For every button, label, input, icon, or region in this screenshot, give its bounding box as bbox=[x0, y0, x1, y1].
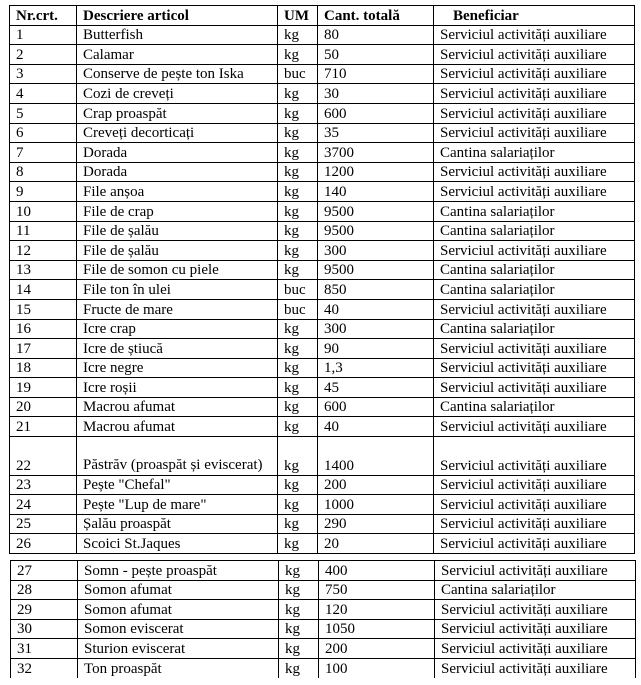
cell-descriere: Conserve de pește ton Iska bbox=[77, 64, 278, 84]
table-row bbox=[10, 221, 635, 241]
cell-um: kg bbox=[278, 339, 318, 359]
header-nr-crt: Nr.crt. bbox=[10, 6, 77, 26]
cell-beneficiar: Serviciul activități auxiliare bbox=[434, 437, 635, 476]
cell-nr-crt: 20 bbox=[10, 397, 77, 417]
cell-um: kg bbox=[278, 182, 318, 202]
cell-um: kg bbox=[278, 25, 318, 45]
table-row bbox=[11, 619, 636, 639]
cell-cant-totala: 30 bbox=[318, 84, 434, 104]
table-row bbox=[10, 339, 635, 359]
cell-beneficiar: Cantina salariaților bbox=[434, 260, 635, 280]
cell-beneficiar: Serviciul activități auxiliare bbox=[434, 64, 635, 84]
cell-descriere: File de șalău bbox=[77, 241, 278, 261]
cell-beneficiar: Serviciul activități auxiliare bbox=[434, 495, 635, 515]
cell-cant-totala: 1000 bbox=[318, 495, 434, 515]
cell-um: buc bbox=[278, 64, 318, 84]
cell-cant-totala: 35 bbox=[318, 123, 434, 143]
cell-um: kg bbox=[278, 201, 318, 221]
cell-um: kg bbox=[278, 475, 318, 495]
cell-um: kg bbox=[278, 397, 318, 417]
cell-nr-crt: 8 bbox=[10, 162, 77, 182]
table-row bbox=[10, 84, 635, 104]
cell-beneficiar: Serviciul activități auxiliare bbox=[435, 561, 636, 581]
cell-beneficiar: Cantina salariaților bbox=[434, 319, 635, 339]
cell-descriere: Icre de știucă bbox=[77, 339, 278, 359]
table-row bbox=[10, 241, 635, 261]
cell-cant-totala: 1050 bbox=[319, 619, 435, 639]
cell-beneficiar: Serviciul activități auxiliare bbox=[434, 25, 635, 45]
cell-um: kg bbox=[278, 319, 318, 339]
cell-descriere: Somon eviscerat bbox=[78, 619, 279, 639]
cell-descriere: Șalău proaspăt bbox=[77, 514, 278, 534]
cell-cant-totala: 600 bbox=[318, 397, 434, 417]
cell-cant-totala: 9500 bbox=[318, 221, 434, 241]
cell-beneficiar: Serviciul activități auxiliare bbox=[434, 378, 635, 398]
table-row bbox=[10, 143, 635, 163]
cell-descriere: Macrou afumat bbox=[77, 417, 278, 437]
table-row bbox=[10, 437, 635, 476]
table-row bbox=[10, 64, 635, 84]
cell-nr-crt: 4 bbox=[10, 84, 77, 104]
cell-um: kg bbox=[278, 417, 318, 437]
cell-nr-crt: 32 bbox=[11, 658, 78, 677]
table-header-row bbox=[10, 6, 635, 26]
cell-descriere: Butterfish bbox=[77, 25, 278, 45]
cell-cant-totala: 1,3 bbox=[318, 358, 434, 378]
cell-um: kg bbox=[279, 619, 319, 639]
cell-beneficiar: Serviciul activități auxiliare bbox=[434, 45, 635, 65]
cell-um: kg bbox=[278, 221, 318, 241]
cell-nr-crt: 24 bbox=[10, 495, 77, 515]
cell-beneficiar: Serviciul activități auxiliare bbox=[435, 639, 636, 659]
table-row bbox=[10, 201, 635, 221]
cell-beneficiar: Serviciul activități auxiliare bbox=[434, 299, 635, 319]
cell-beneficiar: Serviciul activități auxiliare bbox=[434, 162, 635, 182]
cell-cant-totala: 850 bbox=[318, 280, 434, 300]
table-row bbox=[11, 600, 636, 620]
cell-cant-totala: 120 bbox=[319, 600, 435, 620]
cell-cant-totala: 40 bbox=[318, 299, 434, 319]
cell-beneficiar: Serviciul activități auxiliare bbox=[434, 241, 635, 261]
cell-beneficiar: Serviciul activități auxiliare bbox=[434, 84, 635, 104]
cell-um: kg bbox=[279, 600, 319, 620]
cell-descriere: Macrou afumat bbox=[77, 397, 278, 417]
cell-nr-crt: 22 bbox=[10, 437, 77, 476]
cell-nr-crt: 16 bbox=[10, 319, 77, 339]
cell-nr-crt: 19 bbox=[10, 378, 77, 398]
cell-um: buc bbox=[278, 299, 318, 319]
cell-nr-crt: 26 bbox=[10, 534, 77, 554]
table-row bbox=[10, 514, 635, 534]
table-row bbox=[10, 475, 635, 495]
cell-beneficiar: Serviciul activități auxiliare bbox=[434, 123, 635, 143]
table-row bbox=[11, 580, 636, 600]
table-row bbox=[10, 162, 635, 182]
cell-cant-totala: 140 bbox=[318, 182, 434, 202]
table-row bbox=[10, 397, 635, 417]
table-row bbox=[11, 639, 636, 659]
cell-um: kg bbox=[279, 561, 319, 581]
cell-descriere: Ton proaspăt bbox=[78, 658, 279, 677]
cell-descriere: Somon afumat bbox=[78, 580, 279, 600]
cell-beneficiar: Serviciul activități auxiliare bbox=[434, 475, 635, 495]
cell-cant-totala: 9500 bbox=[318, 201, 434, 221]
cell-um: kg bbox=[279, 658, 319, 677]
cell-um: kg bbox=[279, 639, 319, 659]
cell-um: kg bbox=[278, 241, 318, 261]
table-row bbox=[11, 658, 636, 677]
cell-um: kg bbox=[278, 437, 318, 476]
cell-descriere: Sturion eviscerat bbox=[78, 639, 279, 659]
cell-um: kg bbox=[278, 495, 318, 515]
table-row bbox=[10, 417, 635, 437]
cell-descriere: File de somon cu piele bbox=[77, 260, 278, 280]
table-row bbox=[10, 495, 635, 515]
cell-nr-crt: 9 bbox=[10, 182, 77, 202]
cell-nr-crt: 25 bbox=[10, 514, 77, 534]
table-row bbox=[10, 280, 635, 300]
cell-beneficiar: Cantina salariaților bbox=[434, 143, 635, 163]
cell-nr-crt: 3 bbox=[10, 64, 77, 84]
cell-beneficiar: Serviciul activități auxiliare bbox=[434, 103, 635, 123]
cell-descriere: File ton în ulei bbox=[77, 280, 278, 300]
cell-cant-totala: 80 bbox=[318, 25, 434, 45]
cell-descriere: Somn - pește proaspăt bbox=[78, 561, 279, 581]
cell-cant-totala: 3700 bbox=[318, 143, 434, 163]
cell-beneficiar: Cantina salariaților bbox=[434, 397, 635, 417]
cell-um: kg bbox=[278, 84, 318, 104]
cell-descriere: Dorada bbox=[77, 162, 278, 182]
cell-beneficiar: Serviciul activități auxiliare bbox=[434, 534, 635, 554]
table-row bbox=[11, 561, 636, 581]
table-row bbox=[10, 25, 635, 45]
cell-nr-crt: 28 bbox=[11, 580, 78, 600]
cell-descriere: Fructe de mare bbox=[77, 299, 278, 319]
cell-cant-totala: 90 bbox=[318, 339, 434, 359]
cell-descriere: Icre negre bbox=[77, 358, 278, 378]
cell-nr-crt: 15 bbox=[10, 299, 77, 319]
cell-descriere: Icre crap bbox=[77, 319, 278, 339]
cell-cant-totala: 100 bbox=[319, 658, 435, 677]
cell-cant-totala: 400 bbox=[319, 561, 435, 581]
cell-descriere: Calamar bbox=[77, 45, 278, 65]
cell-cant-totala: 300 bbox=[318, 319, 434, 339]
table-row bbox=[10, 260, 635, 280]
cell-beneficiar: Serviciul activități auxiliare bbox=[434, 417, 635, 437]
table-row bbox=[10, 182, 635, 202]
cell-beneficiar: Serviciul activități auxiliare bbox=[434, 339, 635, 359]
cell-cant-totala: 50 bbox=[318, 45, 434, 65]
cell-um: kg bbox=[278, 162, 318, 182]
cell-descriere: Păstrăv (proaspăt și eviscerat) bbox=[77, 437, 278, 476]
cell-descriere: File de șalău bbox=[77, 221, 278, 241]
table-row bbox=[10, 378, 635, 398]
cell-nr-crt: 1 bbox=[10, 25, 77, 45]
cell-nr-crt: 13 bbox=[10, 260, 77, 280]
cell-nr-crt: 27 bbox=[11, 561, 78, 581]
cell-nr-crt: 23 bbox=[10, 475, 77, 495]
cell-nr-crt: 6 bbox=[10, 123, 77, 143]
cell-nr-crt: 5 bbox=[10, 103, 77, 123]
cell-cant-totala: 9500 bbox=[318, 260, 434, 280]
table-row bbox=[10, 534, 635, 554]
cell-beneficiar: Serviciul activități auxiliare bbox=[435, 619, 636, 639]
cell-cant-totala: 200 bbox=[319, 639, 435, 659]
cell-descriere: Somon afumat bbox=[78, 600, 279, 620]
cell-cant-totala: 45 bbox=[318, 378, 434, 398]
table-row bbox=[10, 358, 635, 378]
cell-um: kg bbox=[278, 534, 318, 554]
cell-nr-crt: 7 bbox=[10, 143, 77, 163]
cell-um: kg bbox=[278, 260, 318, 280]
cell-descriere: Pește "Chefal" bbox=[77, 475, 278, 495]
cell-beneficiar: Serviciul activități auxiliare bbox=[435, 600, 636, 620]
cell-um: kg bbox=[278, 103, 318, 123]
cell-nr-crt: 29 bbox=[11, 600, 78, 620]
cell-beneficiar: Serviciul activități auxiliare bbox=[434, 514, 635, 534]
items-table-part-2 bbox=[10, 560, 636, 678]
cell-um: kg bbox=[278, 143, 318, 163]
cell-nr-crt: 21 bbox=[10, 417, 77, 437]
cell-beneficiar: Serviciul activități auxiliare bbox=[434, 182, 635, 202]
cell-um: kg bbox=[278, 378, 318, 398]
cell-descriere: Icre roșii bbox=[77, 378, 278, 398]
cell-nr-crt: 17 bbox=[10, 339, 77, 359]
cell-beneficiar: Serviciul activități auxiliare bbox=[435, 658, 636, 677]
cell-cant-totala: 750 bbox=[319, 580, 435, 600]
cell-descriere: Creveți decorticați bbox=[77, 123, 278, 143]
cell-cant-totala: 1400 bbox=[318, 437, 434, 476]
header-um: UM bbox=[278, 6, 318, 26]
cell-um: kg bbox=[278, 45, 318, 65]
header-beneficiar: Beneficiar bbox=[434, 6, 635, 26]
cell-nr-crt: 10 bbox=[10, 201, 77, 221]
cell-cant-totala: 200 bbox=[318, 475, 434, 495]
cell-descriere: File de crap bbox=[77, 201, 278, 221]
cell-cant-totala: 300 bbox=[318, 241, 434, 261]
cell-descriere: Scoici St.Jaques bbox=[77, 534, 278, 554]
cell-beneficiar: Cantina salariaților bbox=[434, 221, 635, 241]
cell-cant-totala: 600 bbox=[318, 103, 434, 123]
table-row bbox=[10, 103, 635, 123]
cell-cant-totala: 1200 bbox=[318, 162, 434, 182]
table-row bbox=[10, 299, 635, 319]
cell-descriere: Cozi de creveți bbox=[77, 84, 278, 104]
cell-nr-crt: 2 bbox=[10, 45, 77, 65]
cell-descriere: Crap proaspăt bbox=[77, 103, 278, 123]
cell-nr-crt: 31 bbox=[11, 639, 78, 659]
cell-nr-crt: 18 bbox=[10, 358, 77, 378]
cell-beneficiar: Serviciul activități auxiliare bbox=[434, 358, 635, 378]
cell-descriere: Pește "Lup de mare" bbox=[77, 495, 278, 515]
cell-um: kg bbox=[278, 514, 318, 534]
cell-nr-crt: 11 bbox=[10, 221, 77, 241]
cell-cant-totala: 290 bbox=[318, 514, 434, 534]
cell-descriere: Dorada bbox=[77, 143, 278, 163]
header-descriere-articol: Descriere articol bbox=[77, 6, 278, 26]
cell-um: kg bbox=[278, 123, 318, 143]
cell-cant-totala: 710 bbox=[318, 64, 434, 84]
cell-um: kg bbox=[278, 358, 318, 378]
cell-nr-crt: 14 bbox=[10, 280, 77, 300]
header-cant-totala: Cant. totală bbox=[318, 6, 434, 26]
cell-cant-totala: 20 bbox=[318, 534, 434, 554]
cell-um: kg bbox=[279, 580, 319, 600]
table-row bbox=[10, 319, 635, 339]
cell-beneficiar: Cantina salariaților bbox=[434, 201, 635, 221]
items-table-part-1 bbox=[9, 5, 635, 554]
table-row bbox=[10, 45, 635, 65]
cell-cant-totala: 40 bbox=[318, 417, 434, 437]
cell-descriere: File anșoa bbox=[77, 182, 278, 202]
cell-nr-crt: 12 bbox=[10, 241, 77, 261]
cell-nr-crt: 30 bbox=[11, 619, 78, 639]
table-row bbox=[10, 123, 635, 143]
cell-beneficiar: Cantina salariaților bbox=[435, 580, 636, 600]
cell-beneficiar: Cantina salariaților bbox=[434, 280, 635, 300]
cell-um: buc bbox=[278, 280, 318, 300]
